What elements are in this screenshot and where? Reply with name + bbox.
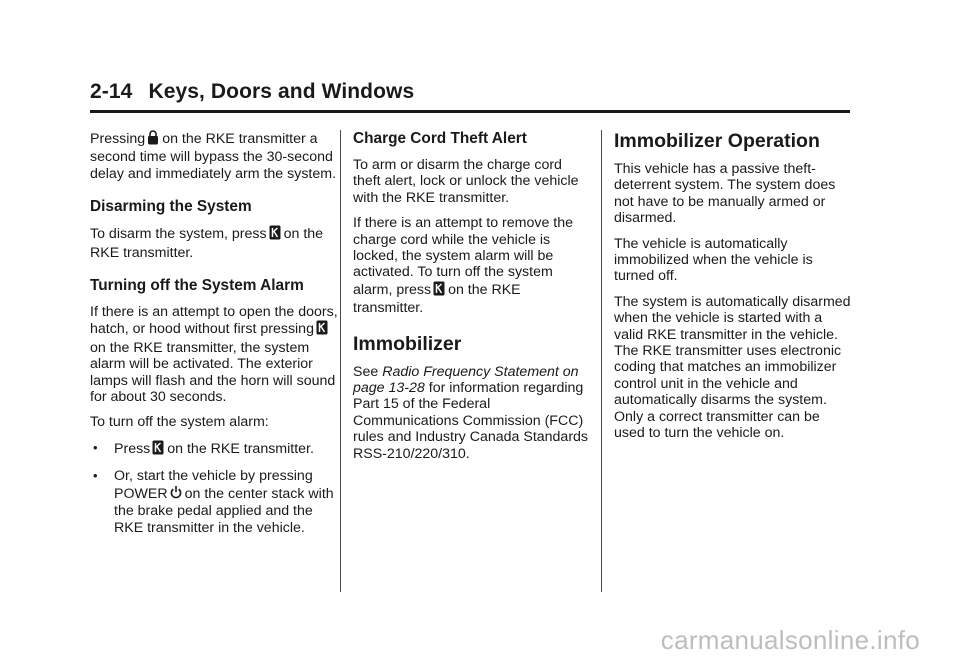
heading-disarming: Disarming the System xyxy=(90,198,252,216)
cross-reference-link[interactable]: Radio Frequency Statement on page 13-28 xyxy=(353,363,579,397)
power-icon xyxy=(170,485,182,503)
heading-turning-off: Turning off the System Alarm xyxy=(90,277,304,295)
paragraph-charge-arm: To arm or disarm the charge cord theft alert, lock or unlock the vehicle with the RKE transmitter. xyxy=(353,157,579,206)
heading-immobilizer: Immobilizer xyxy=(353,332,462,355)
list-item: • Or, start the vehicle by pressing POWER on the center stack with the brake pedal applied and the RKE transmitter in the vehicle. xyxy=(93,468,334,536)
list-item: • Press on the RKE transmitter. xyxy=(90,440,340,459)
column-2 xyxy=(353,130,593,471)
key-fob-icon xyxy=(152,440,164,459)
paragraph-passive: This vehicle has a passive theft-deterrent system. The system does not have to be manually armed or disarmed. xyxy=(614,161,836,227)
chapter-title: Keys, Doors and Windows xyxy=(148,80,415,103)
key-fob-icon xyxy=(269,225,281,244)
watermark: carmanualsonline.info xyxy=(660,625,920,655)
page-header xyxy=(90,80,850,104)
bullet-icon: • xyxy=(93,468,98,484)
bullet-list xyxy=(90,440,340,536)
paragraph-press-lock: Pressing on the RKE transmitter a second time will bypass the 30-second delay and immediately arm the system. xyxy=(90,131,337,182)
column-divider-1 xyxy=(340,130,341,592)
paragraph-disarmed: The system is automatically disarmed when the vehicle is started with a valid RKE transmitter in the vehicle. The RKE transmitter uses electronic coding that matches an immobilizer control unit in the vehicle and automatically disarms the system. Only a correct transmitter can be used to turn the vehicle on. xyxy=(614,293,851,442)
paragraph-see-radio: See Radio Frequency Statement on page 13-28 for information regarding Part 15 of the Federal Communications Commission (FCC) rules and Industry Canada Standards RSS-210/220/310. xyxy=(353,363,589,462)
lock-icon xyxy=(147,130,159,149)
page-title xyxy=(90,80,850,104)
paragraph-turn-off-intro: To turn off the system alarm: xyxy=(90,414,269,431)
heading-charge-cord: Charge Cord Theft Alert xyxy=(353,130,527,147)
paragraph-charge-remove: If there is an attempt to remove the charge cord while the vehicle is locked, the system alarm will be activated. To turn off the system alarm, press on the RKE transmitter. xyxy=(353,215,574,317)
heading-immobilizer-operation: Immobilizer Operation xyxy=(614,130,820,152)
paragraph-immobilized: The vehicle is automatically immobilized when the vehicle is turned off. xyxy=(614,235,813,285)
key-fob-icon xyxy=(316,320,328,339)
bullet-icon: • xyxy=(93,439,98,455)
column-3 xyxy=(614,130,854,451)
paragraph-disarm: To disarm the system, press on the RKE transmitter. xyxy=(90,226,324,261)
paragraph-alarm-attempt: If there is an attempt to open the doors, hatch, or hood without first pressingon the RKE transmitter, the system alarm will be activated. The exterior lamps will flash and the horn will sound for about 30 seconds. xyxy=(90,304,338,406)
column-1 xyxy=(90,130,340,545)
column-divider-2 xyxy=(601,130,602,592)
key-fob-icon xyxy=(433,281,445,300)
header-rule xyxy=(90,110,850,113)
page-number: 2-14 xyxy=(90,80,133,103)
